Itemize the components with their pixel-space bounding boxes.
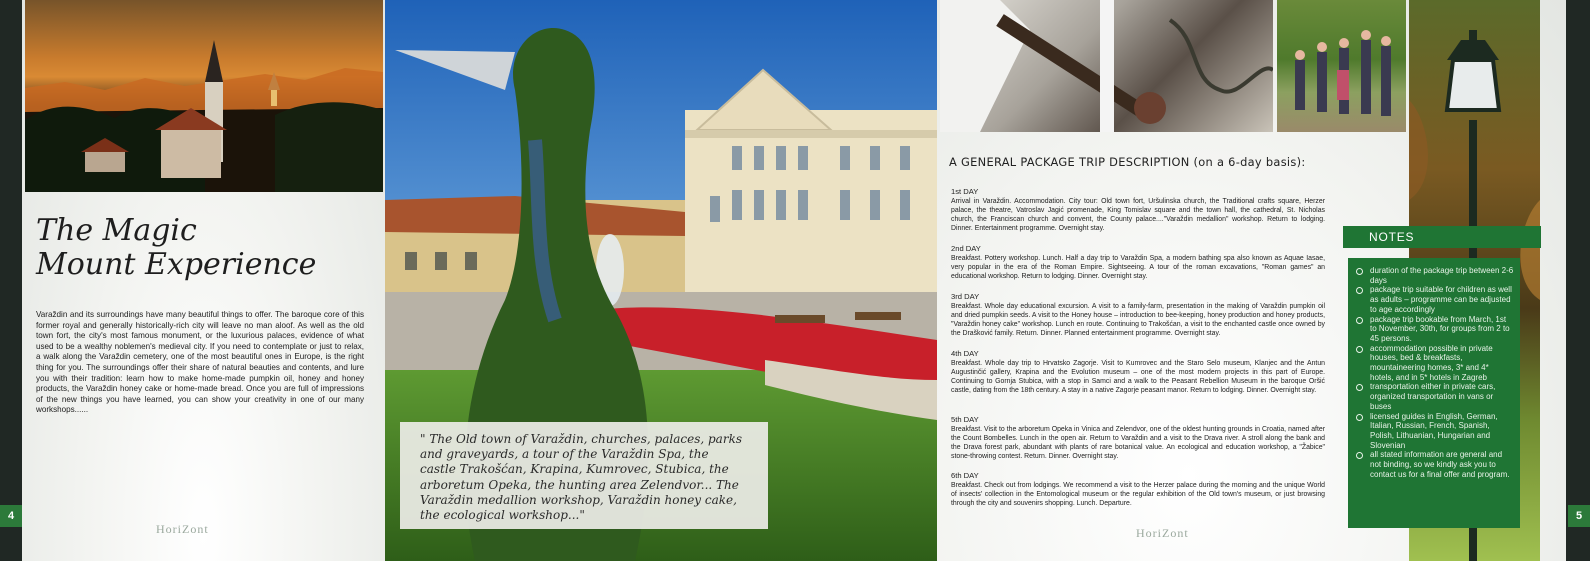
day-3-text: Breakfast. Whole day educational excursion. A visit to a family-farm, presentation in the making of Varaždin pumpkin oil and dried pumpkin seeds. A visit to the Honey house – introduction to bee-keeping, honey production and honey products, "Varaždin honey cake" workshop. Lunch en route. Continuing to Trakošćan, a visit to the enchanted castle once owned by the Drašković family. Return. Dinner. Planned entertainment programme. Overnight stay. bbox=[951, 303, 1325, 338]
page-number-right: 5 bbox=[1568, 505, 1590, 527]
day-4-text: Breakfast. Whole day trip to Hrvatsko Zagorje. Visit to Kumrovec and the Staro Selo museum, Klanjec and the Antun Augustinčić gallery, Krapina and the Evolution museum – one of the most modern projects in this part of Europe. Continuing to Gornja Stubica, with a stop in Samci and a walk to the Peasant Rebellion Museum in the baroque Oršić castle, dating from the 18th century. A stay in a native Zagorje peasant manor. Return to lodging. Dinner. Overnight stay. bbox=[951, 360, 1325, 395]
photo-town-sunset bbox=[25, 0, 383, 192]
package-heading: A GENERAL PACKAGE TRIP DESCRIPTION (on a 6-day basis): bbox=[949, 155, 1306, 169]
intro-paragraph: Varaždin and its surroundings have many beautiful things to offer. The baroque core of this former royal and generally historically-rich city will leave no man aloof. As well as the old town fort, the city's most famous monument, or the luxurious palaces, evidence of what used to be a wealthy noblemen's medieval city. If you need to contemplate or just to relax, a walk along the Varaždin cemetery, one of the most beautiful ones in Europe, is the right thing for you. The surroundings offer their share of natural beauties and contents, and lure you with their tradition: learn how to make home-made pumpkin oil, honey and honey products, the Varaždin honey cake or home-made bread. Once you are full of impressions of the new things you have learned, you can show your creativity in one of our many workshops...... bbox=[36, 310, 364, 415]
page-edge-left bbox=[0, 0, 22, 561]
notes-box bbox=[1348, 258, 1520, 528]
title-line-2: Mount Experience bbox=[36, 247, 317, 282]
title-line-1: The Magic bbox=[36, 213, 197, 248]
notes-title: NOTES bbox=[1343, 226, 1541, 248]
day-3-block bbox=[951, 292, 1325, 338]
note-item: duration of the package trip between 2-6 days bbox=[1356, 266, 1514, 285]
page-number-left: 4 bbox=[0, 505, 22, 527]
day-6-title: 6th DAY bbox=[951, 471, 979, 480]
day-2-text: Breakfast. Pottery workshop. Lunch. Half a day trip to Varaždin Spa, a modern bathing spa also known as Aquae Iasae, very popular in the era of the Roman Empire. Sightseeing. A tour of the roman excavations, "Roman games" an educational workshop. Return to lodging. Dinner. Overnight stay. bbox=[951, 255, 1325, 281]
note-item: licensed guides in English, German, Italian, Russian, French, Spanish, Polish, Lithuanian, Hungarian and Slovenian bbox=[1356, 412, 1514, 451]
day-2-block bbox=[951, 244, 1325, 281]
day-6-block bbox=[951, 471, 1325, 508]
photo-craft-workshop bbox=[940, 0, 1273, 132]
day-1-text: Arrival in Varaždin. Accommodation. City tour: Old town fort, Uršulinska church, the Traditional crafts square, Herzer palace, the theatre, Vatroslav Jagić promenade, King Tomislav square and the town hall, the cathedral, St. Nicholas church, the Franciscan church and convent, the County palace...."Varaždin medallion" workshop. Return to lodging. Dinner. Entertainment programme. Overnight stay. bbox=[951, 198, 1325, 233]
page-edge-right bbox=[1566, 0, 1590, 561]
day-5-block bbox=[951, 415, 1325, 461]
day-4-title: 4th DAY bbox=[951, 349, 979, 358]
note-item: accommodation possible in private houses, bed & breakfasts, mountaineering homes, 3* and 4* hotels, and in 5* hotels in Zagreb bbox=[1356, 344, 1514, 383]
day-3-title: 3rd DAY bbox=[951, 292, 980, 301]
horizont-logo-right: HoriZont bbox=[1136, 526, 1189, 540]
day-2-title: 2nd DAY bbox=[951, 244, 981, 253]
horizont-logo-left: HoriZont bbox=[156, 522, 209, 536]
day-5-title: 5th DAY bbox=[951, 415, 979, 424]
photo-group-walk bbox=[1277, 0, 1406, 132]
quote-box bbox=[400, 422, 768, 529]
page-title bbox=[36, 214, 376, 282]
day-4-block bbox=[951, 349, 1325, 395]
day-6-text: Breakfast. Check out from lodgings. We recommend a visit to the Herzer palace during the morning and the unique World of insects' collection in the Entomological museum or the regular exhibition of the Old town's museum, or just browsing through the city and souvenirs shopping. Lunch. Departure. bbox=[951, 482, 1325, 508]
quote-text: " The Old town of Varaždin, churches, palaces, parks and graveyards, a tour of the Varaždin Spa, the castle Trakošćan, Krapina, Kumrovec, Stubica, the arboretum Opeka, the hunting area Zelendvor... The Varaždin medallion workshop, Varaždin honey cake, the ecological workshop..." bbox=[420, 432, 742, 523]
note-item: all stated information are general and not binding, so we kindly ask you to contact us for a final offer and program. bbox=[1356, 450, 1514, 479]
day-1-block bbox=[951, 187, 1325, 233]
day-5-text: Breakfast. Visit to the arboretum Opeka in Vinica and Zelendvor, one of the oldest hunting grounds in Croatia, named after the Count Bombelles. Lunch in the open air. Return to Varaždin and a visit to the Drava river. A stroll along the bank and the Drava forest park, abundant with plants of rare botanical value. An ecological and education workshop, a "Žabice" stone-throwing contest. Return. Dinner. Overnight stay. bbox=[951, 426, 1325, 461]
day-1-title: 1st DAY bbox=[951, 187, 979, 196]
note-item: package trip bookable from March, 1st to November, 30th, for groups from 2 to 45 persons. bbox=[1356, 315, 1514, 344]
note-item: transportation either in private cars, organized transportation in vans or buses bbox=[1356, 382, 1514, 411]
note-item: package trip suitable for children as well as adults – programme can be adjusted to age accordingly bbox=[1356, 285, 1514, 314]
notes-list bbox=[1356, 266, 1514, 479]
